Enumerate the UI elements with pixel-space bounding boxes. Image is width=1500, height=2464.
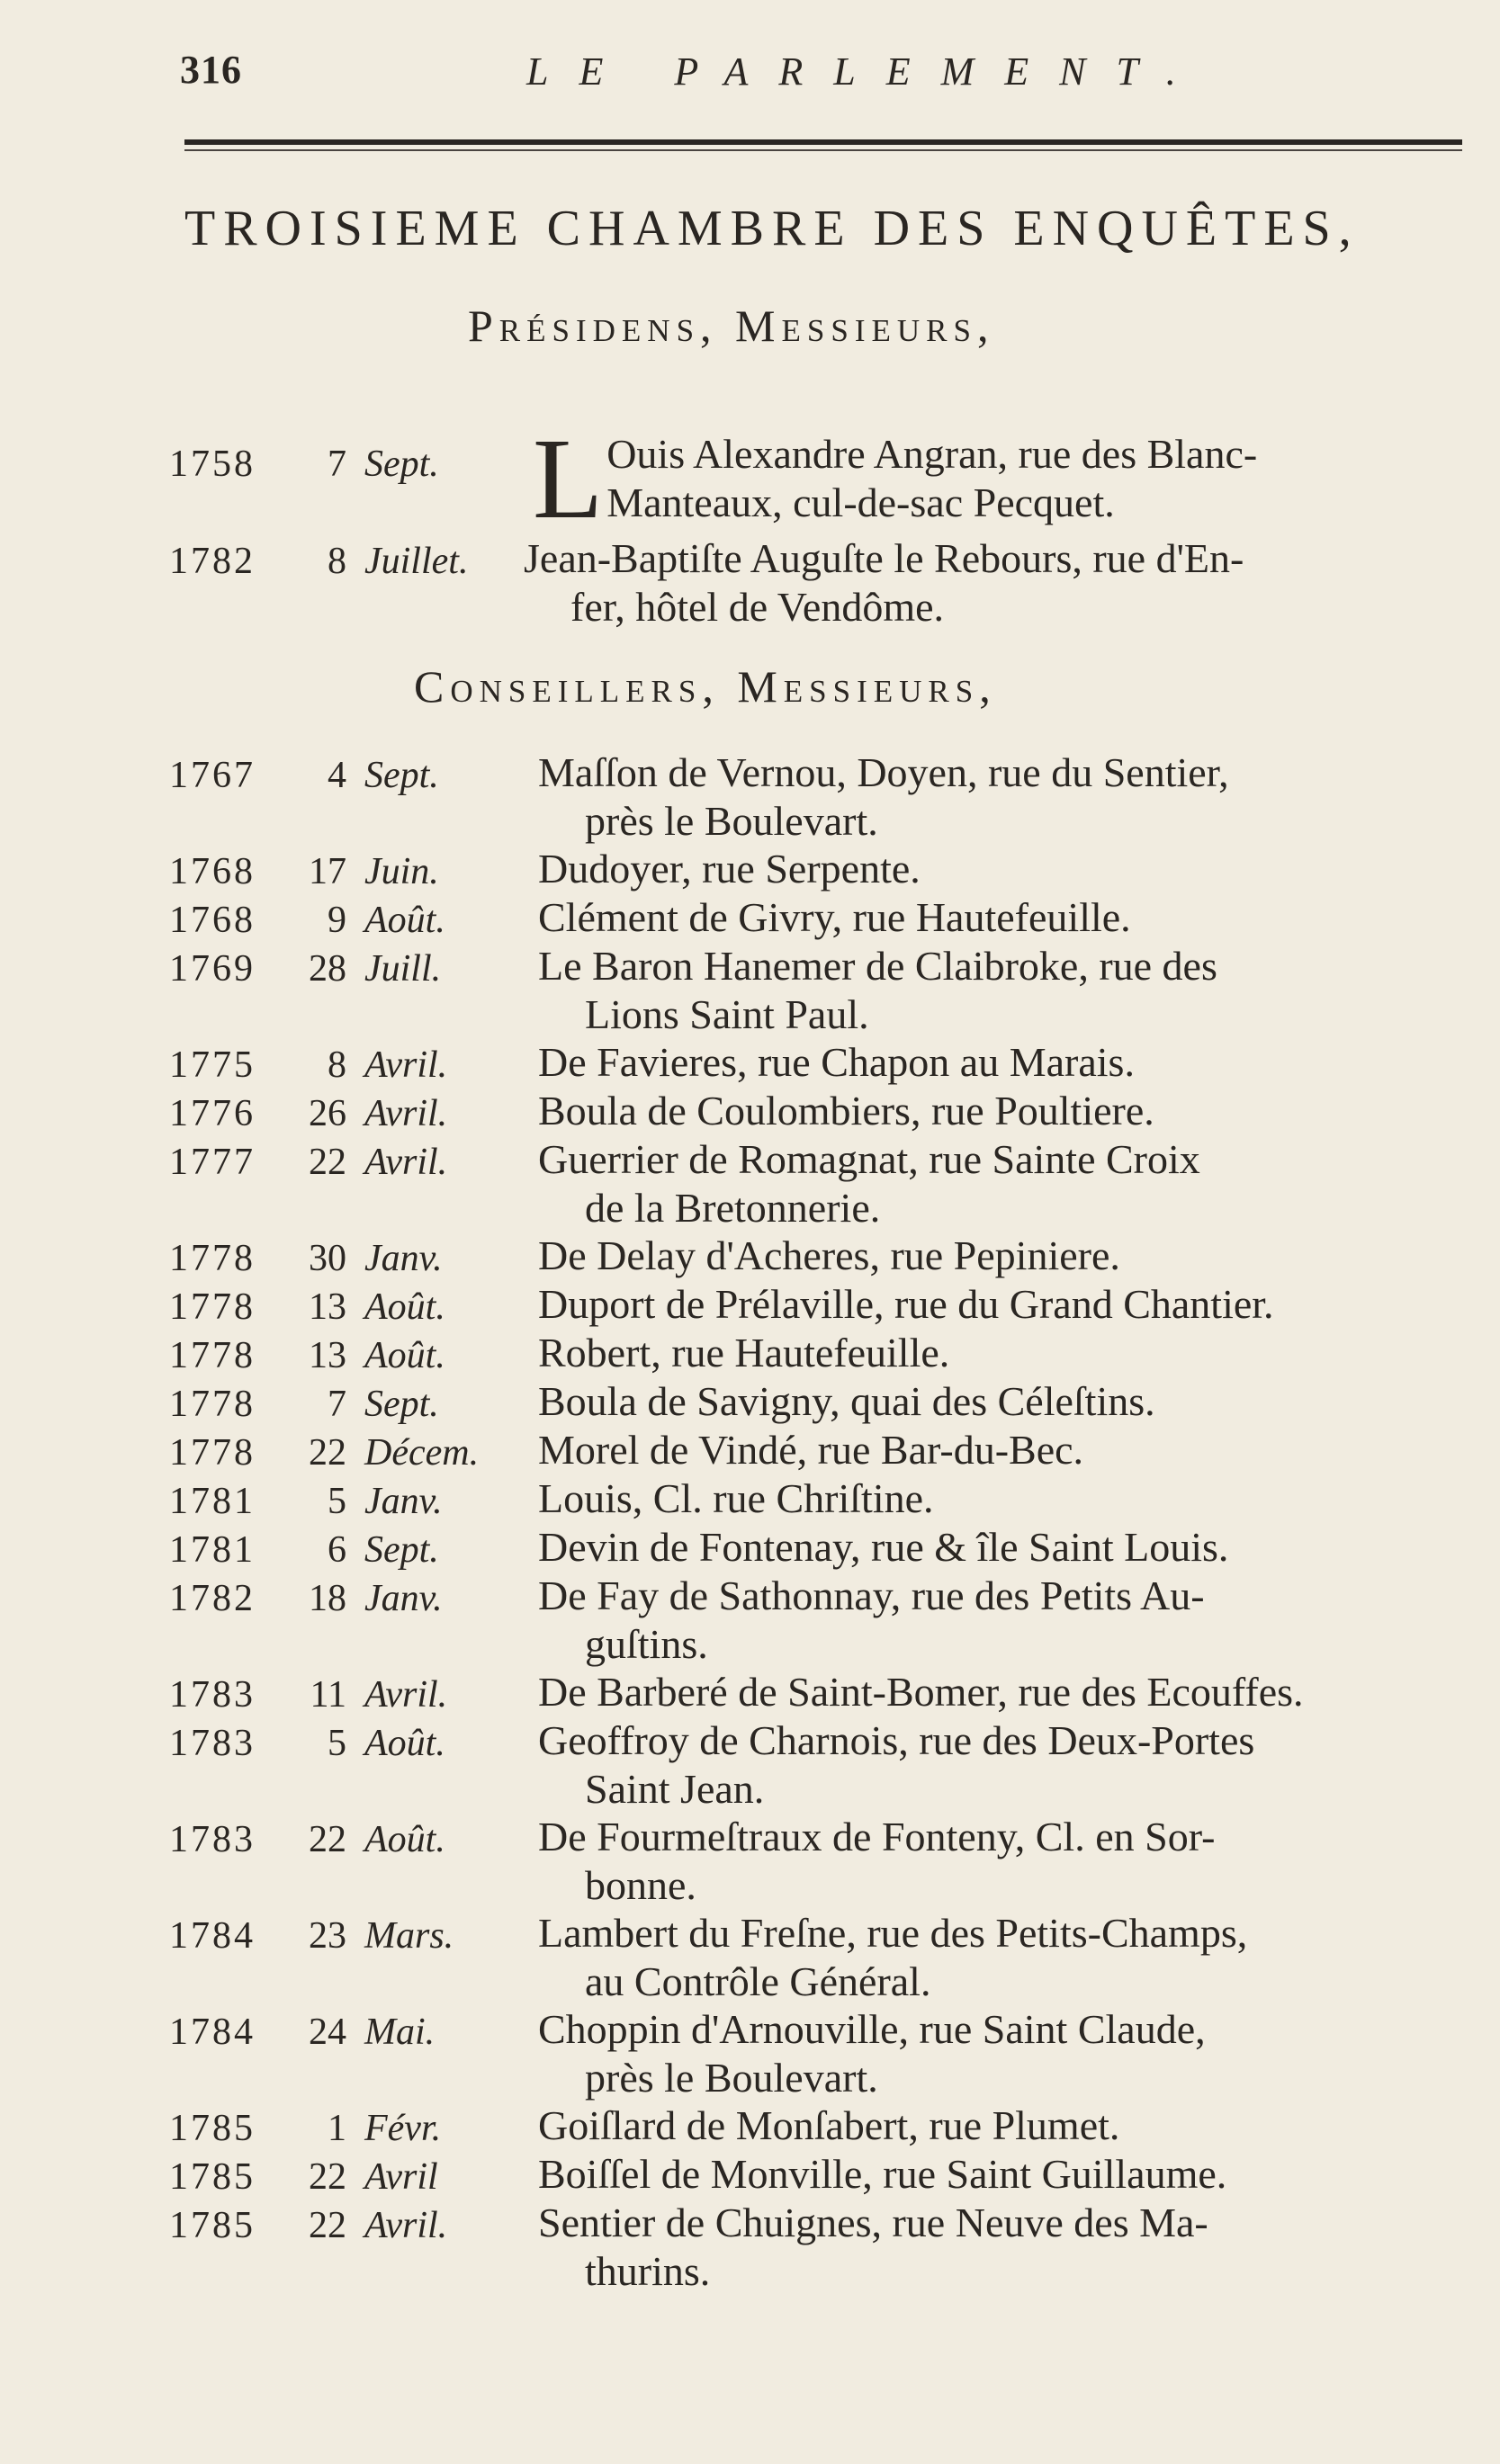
entry-name [538,2005,1467,2102]
entry-name [533,415,1467,542]
entry-day: 13 [309,1335,346,1376]
entry-line-1: Louis, Cl. rue Chriſtine. [538,1475,934,1521]
entry-line-2: Saint Jean. [585,1766,765,1812]
running-head [180,47,1428,110]
entry-name [538,1038,1467,1087]
entry-line-2: guſtins. [585,1621,708,1667]
entry-month: Décem. [364,1432,480,1474]
entry-month: Janv. [364,1238,443,1279]
entry-name [538,942,1467,1039]
entry-year: 1778 [169,1432,256,1474]
entry-day: 17 [309,851,346,892]
entry-month: Janv. [364,1481,443,1522]
entry-year: 1784 [169,2012,256,2053]
entry-line-2: bonne. [585,1862,696,1908]
entry-year: 1776 [169,1093,256,1134]
entry-line-1: De Barberé de Saint-Bomer, rue des Ecouffes. [538,1669,1304,1715]
entry-line-1: Maſſon de Vernou, Doyen, rue du Sentier, [538,749,1229,795]
entry-day: 23 [309,1915,346,1957]
entry-line-1: Boiſſel de Monville, rue Saint Guillaume. [538,2151,1227,2197]
entry-line-1: De Fourmeſtraux de Fonteny, Cl. en Sor- [538,1814,1216,1859]
entry-line-1: Duport de Prélaville, rue du Grand Chantier. [538,1281,1274,1327]
entry-line-1: Le Baron Hanemer de Claibroke, rue des [538,943,1217,989]
entry-year: 1769 [169,948,256,990]
entry-year: 1778 [169,1286,256,1328]
entry-day: 1 [328,2108,346,2149]
running-title: LE PARLEMENT. [526,49,1207,94]
entry-line-1: Morel de Vindé, rue Bar-du-Bec. [538,1427,1084,1473]
entry-day: 9 [328,900,346,941]
entry-month: Sept. [364,1384,439,1425]
entry-month: Janv. [364,1578,443,1619]
entry-year: 1758 [169,444,256,485]
entry-name [538,2199,1467,2296]
entry-month: Avril. [364,1093,448,1134]
entry-month: Avril. [364,1674,448,1716]
entry-month: Juillet. [364,541,469,582]
entry-year: 1783 [169,1674,256,1716]
entry-year: 1784 [169,1915,256,1957]
entry-day: 30 [309,1238,346,1279]
entry-name [538,1087,1467,1135]
entry-line-2: près le Boulevart. [585,2055,878,2101]
entry-line-2: fer, hôtel de Vendôme. [570,584,945,630]
entry-name [538,1572,1467,1669]
chamber-title: TROISIEME CHAMBRE DES ENQUÊTES, [184,201,1360,256]
entry-year: 1783 [169,1819,256,1860]
entry-year: 1785 [169,2108,256,2149]
entry-year: 1768 [169,851,256,892]
entry-line-1: Clément de Givry, rue Hautefeuille. [538,894,1131,940]
entry-year: 1782 [169,1578,256,1619]
entry-year: 1785 [169,2156,256,2198]
entry-line-1: De Fay de Sathonnay, rue des Petits Au- [538,1572,1205,1618]
entry-day: 18 [309,1578,346,1619]
entry-month: Août. [364,1286,445,1328]
entry-month: Août. [364,900,445,941]
entry-line-1: Ouis Alexandre Angran, rue des Blanc- [606,431,1258,477]
entry-year: 1777 [169,1142,256,1183]
entry-name [538,1135,1467,1232]
entry-name [538,1426,1467,1474]
entry-name [524,534,1452,632]
entry-name [538,1813,1467,1910]
entry-day: 6 [328,1529,346,1571]
entry-line-2: Manteaux, cul-de-sac Pecquet. [606,479,1115,525]
entry-name [538,1474,1467,1523]
entry-month: Juill. [364,948,442,990]
entry-year: 1782 [169,541,256,582]
entry-month: Avril. [364,2205,448,2246]
entry-day: 8 [328,1044,346,1086]
entry-month: Avril. [364,1044,448,1086]
entry-day: 28 [309,948,346,990]
entry-line-2: de la Bretonnerie. [585,1185,881,1231]
header-rule [184,139,1462,145]
entry-day: 26 [309,1093,346,1134]
entry-day: 22 [309,1819,346,1860]
entry-day: 22 [309,1142,346,1183]
entry-day: 24 [309,2012,346,2053]
entry-name [538,1280,1467,1329]
entry-month: Juin. [364,851,439,892]
entry-year: 1785 [169,2205,256,2246]
entry-month: Mai. [364,2012,436,2053]
entry-year: 1778 [169,1238,256,1279]
entry-name [538,845,1467,893]
entry-month: Sept. [364,1529,439,1571]
entry-line-1: De Favieres, rue Chapon au Marais. [538,1039,1135,1085]
entry-year: 1781 [169,1529,256,1571]
entry-line-1: Boula de Savigny, quai des Céleſtins. [538,1378,1155,1424]
drop-cap: L [533,415,604,542]
entry-line-1: Robert, rue Hautefeuille. [538,1330,950,1375]
entry-name [538,1909,1467,2006]
entry-month: Août. [364,1723,445,1764]
entry-name [538,2101,1467,2150]
entry-month: Avril. [364,1142,448,1183]
page-number: 316 [180,48,242,92]
entry-name [538,1523,1467,1572]
entry-month: Sept. [364,444,439,485]
entry-month: Févr. [364,2108,442,2149]
entry-line-1: Sentier de Chuignes, rue Neuve des Ma- [538,2200,1208,2245]
entry-name [538,748,1467,846]
entry-year: 1768 [169,900,256,941]
entry-year: 1781 [169,1481,256,1522]
entry-name [538,1668,1467,1716]
entry-line-2: près le Boulevart. [585,798,878,844]
entry-day: 13 [309,1286,346,1328]
entry-day: 22 [309,2205,346,2246]
entry-month: Avril [364,2156,438,2198]
entry-name [538,1377,1467,1426]
entry-day: 7 [328,1384,346,1425]
entry-month: Août. [364,1819,445,1860]
entry-line-1: Choppin d'Arnouville, rue Saint Claude, [538,2006,1206,2052]
entry-year: 1778 [169,1384,256,1425]
entry-line-1: Boula de Coulombiers, rue Poultiere. [538,1088,1154,1133]
entry-day: 5 [328,1723,346,1764]
presidens-heading: Présidens, Messieurs, [468,300,995,351]
entry-line-1: Dudoyer, rue Serpente. [538,846,921,892]
entry-line-1: Devin de Fontenay, rue & île Saint Louis. [538,1524,1229,1570]
entry-day: 11 [310,1674,346,1716]
entry-day: 8 [328,541,346,582]
entry-line-1: De Delay d'Acheres, rue Pepiniere. [538,1232,1120,1278]
entry-day: 4 [328,755,346,796]
entry-line-1: Lambert du Freſne, rue des Petits-Champs, [538,1910,1248,1956]
entry-year: 1767 [169,755,256,796]
entry-month: Août. [364,1335,445,1376]
entry-line-2: au Contrôle Général. [585,1958,931,2004]
entry-line-1: Jean-Baptiſte Auguſte le Rebours, rue d'En- [524,535,1244,581]
entry-year: 1783 [169,1723,256,1764]
entry-year: 1778 [169,1335,256,1376]
entry-name [538,1716,1467,1814]
entry-line-2: Lions Saint Paul. [585,991,869,1037]
entry-line-1: Guerrier de Romagnat, rue Sainte Croix [538,1136,1200,1182]
entry-name [538,893,1467,942]
entry-month: Sept. [364,755,439,796]
entry-line-1: Geoffroy de Charnois, rue des Deux-Portes [538,1717,1255,1763]
entry-line-2: thurins. [585,2248,711,2294]
header-rule-thin [184,149,1462,151]
entry-day: 7 [328,444,346,485]
entry-name [538,2150,1467,2199]
entry-day: 5 [328,1481,346,1522]
conseillers-heading: Conseillers, Messieurs, [414,661,997,712]
entry-day: 22 [309,2156,346,2198]
entry-line-1: Goiſlard de Monſabert, rue Plumet. [538,2102,1120,2148]
entry-name [538,1329,1467,1377]
entry-name [538,1232,1467,1280]
entry-day: 22 [309,1432,346,1474]
entry-year: 1775 [169,1044,256,1086]
entry-month: Mars. [364,1915,454,1957]
